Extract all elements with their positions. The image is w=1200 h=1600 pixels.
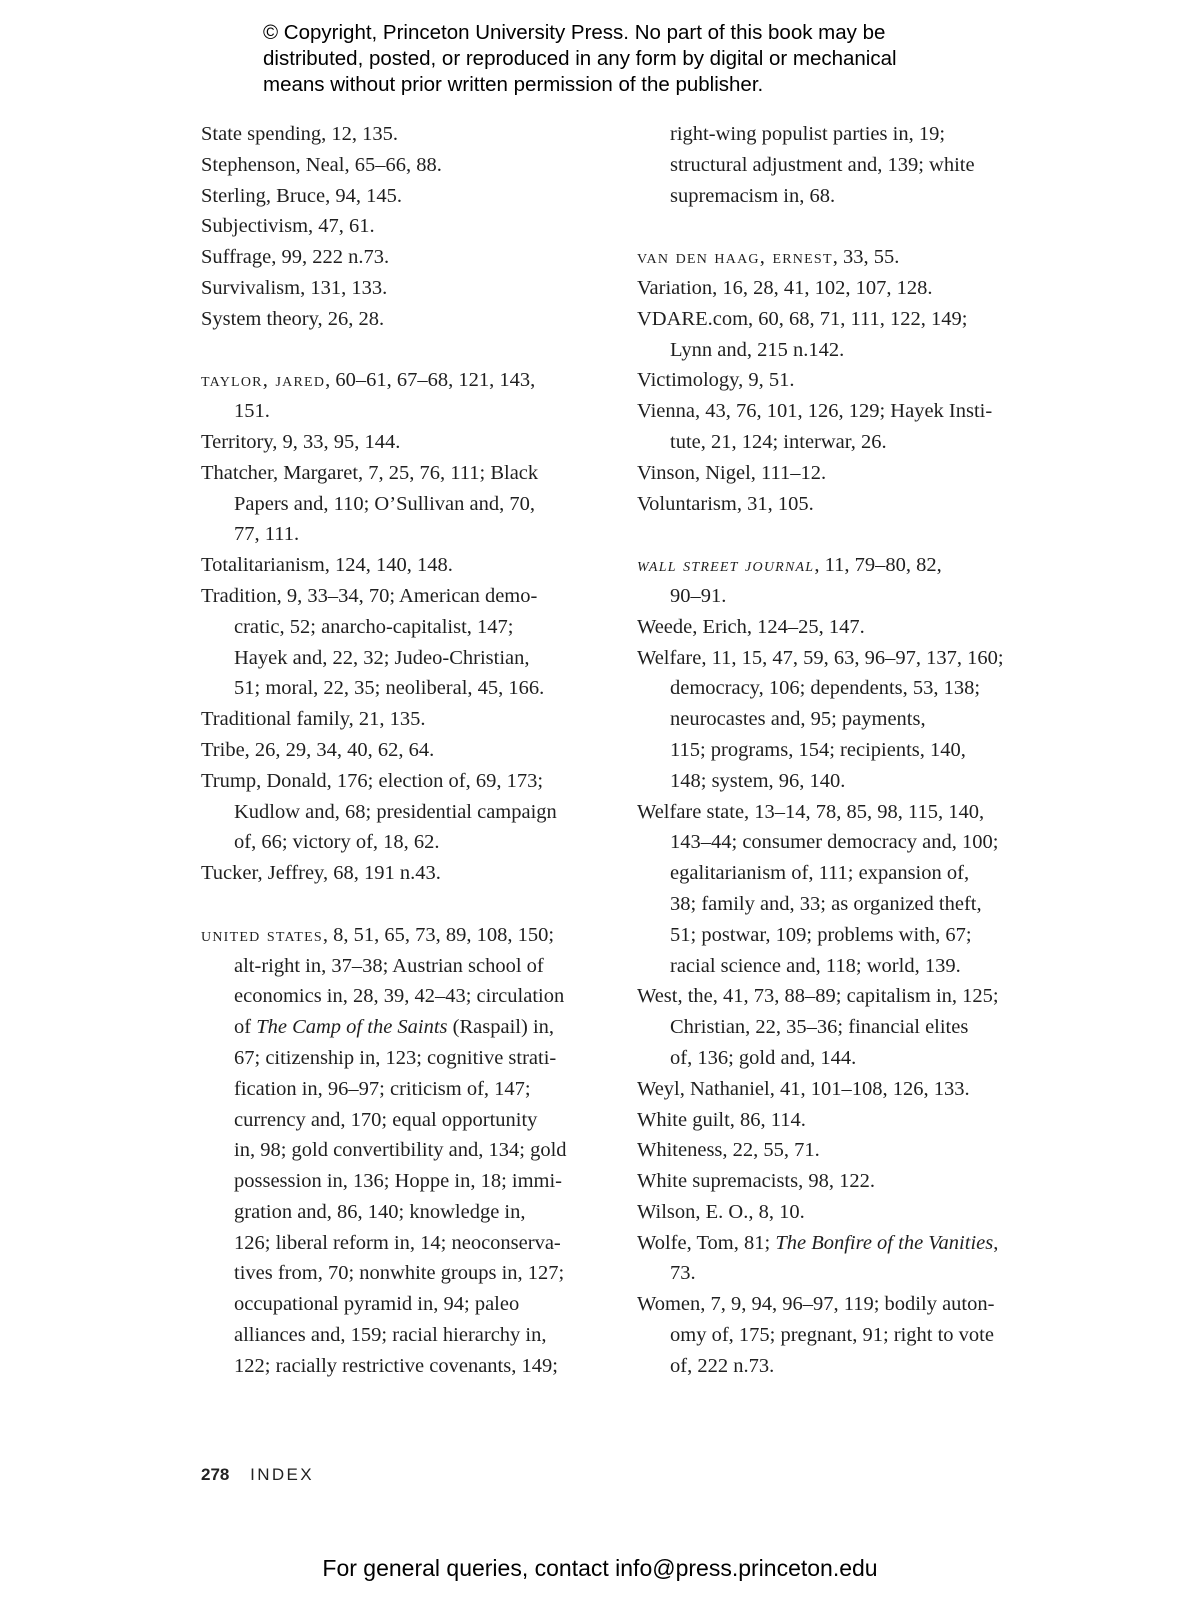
index-entry <box>637 273 1042 304</box>
index-text: occupational pyramid in, 94; paleo <box>234 1293 520 1316</box>
index-text: Lynn and, 215 n.142. <box>670 338 845 361</box>
index-entry <box>637 365 1042 396</box>
index-text: Vinson, Nigel, 111–12. <box>637 461 827 484</box>
index-entry <box>201 150 601 181</box>
index-text: Weede, Erich, 124–25, 147. <box>637 615 865 638</box>
index-entry-continuation <box>201 827 601 858</box>
index-text: Variation, 16, 28, 41, 102, 107, 128. <box>637 276 933 299</box>
index-text: Christian, 22, 35–36; financial elites <box>670 1016 969 1039</box>
index-text: 51; moral, 22, 35; neoliberal, 45, 166. <box>234 677 545 700</box>
index-text: supremacism in, 68. <box>670 184 836 207</box>
index-entry-continuation <box>637 889 1042 920</box>
index-entry-continuation <box>637 181 1042 212</box>
contact-line: For general queries, contact info@press.princeton.edu <box>322 1555 878 1581</box>
index-text: 67; citizenship in, 123; cognitive strati- <box>234 1046 557 1069</box>
index-text: fication in, 96–97; criticism of, 147; <box>234 1077 531 1100</box>
index-text: cratic, 52; anarcho-capitalist, 147; <box>234 615 514 638</box>
index-entry-continuation <box>201 1012 601 1043</box>
index-entry-continuation <box>201 1351 601 1382</box>
index-entry-continuation <box>637 1012 1042 1043</box>
index-entry <box>201 242 601 273</box>
index-text: VDARE.com, 60, 68, 71, 111, 122, 149; <box>637 307 968 330</box>
index-text: 51; postwar, 109; problems with, 67; <box>670 923 972 946</box>
index-letter-break <box>637 211 1042 242</box>
index-entry-continuation <box>201 519 601 550</box>
index-text: 115; programs, 154; recipients, 140, <box>670 738 966 761</box>
index-entry-continuation <box>637 735 1042 766</box>
index-text: Survivalism, 131, 133. <box>201 276 388 299</box>
index-text: Suffrage, 99, 222 n.73. <box>201 246 390 269</box>
index-entry <box>201 550 601 581</box>
index-text: Trump, Donald, 176; election of, 69, 173; <box>201 769 544 792</box>
index-entry <box>637 396 1042 427</box>
index-text: Welfare state, 13–14, 78, 85, 98, 115, 140, <box>637 800 985 823</box>
index-entry-continuation <box>637 335 1042 366</box>
index-text: Weyl, Nathaniel, 41, 101–108, 126, 133. <box>637 1077 970 1100</box>
index-headword: taylor, jared <box>201 369 326 392</box>
index-letter-break <box>201 889 601 920</box>
index-text: , 60–61, 67–68, 121, 143, <box>325 369 536 392</box>
index-entry-continuation <box>201 1197 601 1228</box>
index-text: Kudlow and, 68; presidential campaign <box>234 800 557 823</box>
index-entry-continuation <box>637 920 1042 951</box>
index-text: Stephenson, Neal, 65–66, 88. <box>201 153 442 176</box>
index-entry-continuation <box>201 981 601 1012</box>
index-entry <box>201 920 601 951</box>
index-entry-continuation <box>201 612 601 643</box>
index-entry <box>637 304 1042 335</box>
index-entry <box>201 858 601 889</box>
index-text: Voluntarism, 31, 105. <box>637 492 814 515</box>
index-entry <box>637 797 1042 828</box>
section-title: INDEX <box>250 1465 314 1484</box>
index-entry-continuation <box>637 673 1042 704</box>
index-entry-continuation <box>201 797 601 828</box>
index-text: egalitarianism of, 111; expansion of, <box>670 862 970 885</box>
index-entry-continuation <box>201 1258 601 1289</box>
index-text: State spending, 12, 135. <box>201 123 399 145</box>
index-entry <box>637 458 1042 489</box>
index-entry-continuation <box>637 581 1042 612</box>
index-headword: wall street journal <box>637 554 815 577</box>
page-footer <box>201 1465 314 1485</box>
index-entry-continuation <box>201 1320 601 1351</box>
index-text: currency and, 170; equal opportunity <box>234 1108 538 1131</box>
index-text: , <box>993 1231 999 1254</box>
page-number: 278 <box>201 1465 230 1484</box>
index-entry-continuation <box>201 1289 601 1320</box>
index-text: Territory, 9, 33, 95, 144. <box>201 430 401 453</box>
index-text: economics in, 28, 39, 42–43; circulation <box>234 985 565 1008</box>
index-text: omy of, 175; pregnant, 91; right to vote <box>670 1324 994 1347</box>
index-text: in, 98; gold convertibility and, 134; gold <box>234 1139 567 1162</box>
index-entry-continuation <box>201 1228 601 1259</box>
index-entry <box>201 211 601 242</box>
index-text: tute, 21, 124; interwar, 26. <box>670 430 887 453</box>
index-text: Sterling, Bruce, 94, 145. <box>201 184 402 207</box>
index-text: White supremacists, 98, 122. <box>637 1170 875 1193</box>
index-entry <box>637 1105 1042 1136</box>
index-entry-continuation <box>201 643 601 674</box>
index-text: racial science and, 118; world, 139. <box>670 954 961 977</box>
index-text: , 33, 55. <box>832 246 900 269</box>
index-headword: united states <box>201 923 323 946</box>
index-entry <box>637 550 1042 581</box>
index-entry <box>637 1135 1042 1166</box>
index-text: , 11, 79–80, 82, <box>814 554 942 577</box>
copyright-line: © Copyright, Princeton University Press. No part of this book may be <box>263 21 886 44</box>
index-text: Traditional family, 21, 135. <box>201 708 426 731</box>
index-entry-continuation <box>637 119 1042 150</box>
index-column-left <box>201 119 601 1382</box>
index-text: Tucker, Jeffrey, 68, 191 n.43. <box>201 862 441 885</box>
index-entry-continuation <box>201 489 601 520</box>
index-text: System theory, 26, 28. <box>201 307 385 330</box>
index-text: structural adjustment and, 139; white <box>670 153 975 176</box>
index-entry <box>637 643 1042 674</box>
index-text: Women, 7, 9, 94, 96–97, 119; bodily auton- <box>637 1293 995 1316</box>
index-text: Thatcher, Margaret, 7, 25, 76, 111; Black <box>201 461 539 484</box>
index-text: (Raspail) in, <box>447 1016 555 1039</box>
index-entry-continuation <box>637 766 1042 797</box>
index-entry <box>201 427 601 458</box>
index-entry-continuation <box>637 150 1042 181</box>
index-entry-continuation <box>201 1043 601 1074</box>
index-text: of <box>234 1016 257 1039</box>
index-text: 126; liberal reform in, 14; neoconserva- <box>234 1231 561 1254</box>
index-entry <box>201 181 601 212</box>
index-text: Wolfe, Tom, 81; <box>637 1231 776 1254</box>
index-entry <box>201 704 601 735</box>
index-entry-continuation <box>201 1105 601 1136</box>
index-text: of, 66; victory of, 18, 62. <box>234 831 440 854</box>
index-entry <box>201 581 601 612</box>
index-text: gration and, 86, 140; knowledge in, <box>234 1200 526 1223</box>
index-text: , 8, 51, 65, 73, 89, 108, 150; <box>322 923 555 946</box>
index-text: 38; family and, 33; as organized theft, <box>670 892 982 915</box>
index-entry <box>201 766 601 797</box>
index-entry-continuation <box>637 1320 1042 1351</box>
index-text: democracy, 106; dependents, 53, 138; <box>670 677 981 700</box>
index-entry <box>201 119 601 150</box>
index-entry-continuation <box>201 1074 601 1105</box>
index-text: neurocastes and, 95; payments, <box>670 708 926 731</box>
index-letter-break <box>201 335 601 366</box>
index-text: of, 136; gold and, 144. <box>670 1046 857 1069</box>
index-entry <box>637 489 1042 520</box>
index-title: The Camp of the Saints <box>256 1016 448 1039</box>
index-text: Whiteness, 22, 55, 71. <box>637 1139 820 1162</box>
index-text: Victimology, 9, 51. <box>637 369 795 392</box>
index-text: Welfare, 11, 15, 47, 59, 63, 96–97, 137, 160; <box>637 646 1004 669</box>
index-entry <box>201 735 601 766</box>
index-entry-continuation <box>201 1135 601 1166</box>
index-entry <box>637 1228 1042 1259</box>
index-entry <box>637 1197 1042 1228</box>
index-text: West, the, 41, 73, 88–89; capitalism in, 125; <box>637 985 999 1008</box>
index-entry-continuation <box>637 951 1042 982</box>
index-text: right-wing populist parties in, 19; <box>670 123 946 145</box>
index-entry-continuation <box>637 858 1042 889</box>
index-text: tives from, 70; nonwhite groups in, 127; <box>234 1262 565 1285</box>
index-text: Papers and, 110; O’Sullivan and, 70, <box>234 492 536 515</box>
index-entry-continuation <box>637 1043 1042 1074</box>
index-text: alliances and, 159; racial hierarchy in, <box>234 1324 547 1347</box>
index-text: alt-right in, 37–38; Austrian school of <box>234 954 544 977</box>
index-text: White guilt, 86, 114. <box>637 1108 806 1131</box>
index-entry-continuation <box>637 427 1042 458</box>
copyright-line: means without prior written permission of the publisher. <box>263 73 764 96</box>
index-text: 143–44; consumer democracy and, 100; <box>670 831 999 854</box>
index-entry <box>637 1166 1042 1197</box>
index-entry-continuation <box>201 673 601 704</box>
index-text: Hayek and, 22, 32; Judeo-Christian, <box>234 646 530 669</box>
index-headword: van den haag, ernest <box>637 246 833 269</box>
index-entry <box>637 612 1042 643</box>
index-title: The Bonfire of the Vanities <box>775 1231 994 1254</box>
index-entry-continuation <box>637 704 1042 735</box>
index-text: of, 222 n.73. <box>670 1354 775 1377</box>
index-text: Tribe, 26, 29, 34, 40, 62, 64. <box>201 738 435 761</box>
index-entry-continuation <box>637 1351 1042 1382</box>
copyright-line: distributed, posted, or reproduced in any form by digital or mechanical <box>263 47 897 70</box>
index-text: 122; racially restrictive covenants, 149; <box>234 1354 558 1377</box>
index-entry-continuation <box>201 1166 601 1197</box>
index-text: 77, 111. <box>234 523 300 546</box>
index-text: Wilson, E. O., 8, 10. <box>637 1200 805 1223</box>
index-entry <box>637 1074 1042 1105</box>
copyright-notice <box>263 20 1023 98</box>
index-text: Totalitarianism, 124, 140, 148. <box>201 554 453 577</box>
index-text: Subjectivism, 47, 61. <box>201 215 375 238</box>
index-text: Tradition, 9, 33–34, 70; American demo- <box>201 584 538 607</box>
index-entry <box>201 304 601 335</box>
index-entry <box>637 1289 1042 1320</box>
index-letter-break <box>637 519 1042 550</box>
index-entry-continuation <box>201 396 601 427</box>
index-text: possession in, 136; Hoppe in, 18; immi- <box>234 1170 562 1193</box>
index-column-right <box>637 119 1042 1382</box>
index-text: 151. <box>234 400 270 423</box>
index-entry <box>637 981 1042 1012</box>
index-entry-continuation <box>637 1258 1042 1289</box>
index-text: Vienna, 43, 76, 101, 126, 129; Hayek Insti- <box>637 400 993 423</box>
index-text: 90–91. <box>670 584 727 607</box>
index-text: 148; system, 96, 140. <box>670 769 846 792</box>
index-entry-continuation <box>637 827 1042 858</box>
index-entry <box>637 242 1042 273</box>
index-text: 73. <box>670 1262 696 1285</box>
index-entry-continuation <box>201 951 601 982</box>
index-entry <box>201 273 601 304</box>
index-entry <box>201 458 601 489</box>
index-entry <box>201 365 601 396</box>
